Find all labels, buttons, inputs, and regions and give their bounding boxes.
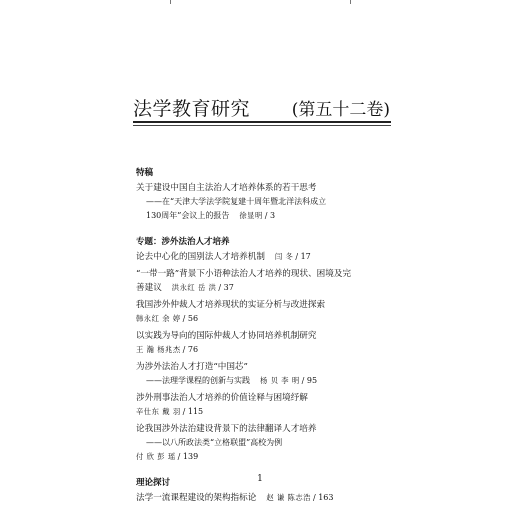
entry-text: ——法理学课程的创新与实践 — [146, 376, 250, 385]
toc-entry[interactable] — [136, 267, 392, 295]
toc-entry[interactable] — [136, 491, 392, 505]
scan-edge-mark — [350, 0, 351, 4]
entry-text: 我国涉外仲裁人才培养现状的实证分析与改进探索 — [136, 300, 326, 310]
entry-subtitle-line — [136, 209, 392, 223]
entry-text: ——以八所政法类“立格联盟”高校为例 — [146, 438, 283, 447]
entry-author: 洪永红 岳 洪 — [171, 283, 217, 292]
entry-text: 130周年”会议上的报告 — [146, 211, 230, 220]
entry-title-line — [136, 422, 392, 436]
entry-title-line — [136, 298, 392, 312]
entry-page: / 76 — [182, 345, 199, 354]
entry-author: 韩永红 余 婷 — [136, 314, 181, 323]
entry-title-line — [136, 391, 392, 405]
entry-text: 以实践为导向的国际仲裁人才协同培养机制研究 — [136, 331, 317, 341]
entry-text: 善建议 — [136, 283, 162, 293]
toc-entry[interactable] — [136, 298, 392, 326]
volume-label: (第五十二卷) — [291, 100, 390, 120]
entry-text: 为涉外法治人才打造“中国芯” — [136, 362, 248, 372]
entry-author: 辛仕东 戴 羽 — [136, 407, 181, 416]
entry-text: ——在“天津大学法学院复建十周年暨北洋法科成立 — [146, 197, 327, 206]
entry-title-line — [136, 181, 392, 195]
entry-subtitle-line — [136, 374, 392, 388]
entry-author: 赵 谦 陈志浩 — [266, 493, 311, 502]
entry-page: / 115 — [182, 407, 204, 416]
entry-byline — [136, 405, 392, 419]
entry-author: 付 欣 彭 瑶 — [136, 452, 176, 461]
journal-title: 法学教育研究 — [133, 98, 251, 120]
page-number: 1 — [257, 474, 263, 484]
entry-byline — [136, 450, 392, 464]
entry-title-line — [136, 250, 392, 264]
section-heading: 专题：涉外法治人才培养 — [136, 237, 230, 247]
entry-text: 涉外刑事法治人才培养的价值诠释与困境纾解 — [136, 393, 308, 403]
entry-title-line — [136, 491, 392, 505]
toc-entry[interactable] — [136, 329, 392, 357]
entry-author: 徐显明 — [239, 211, 263, 220]
section-heading: 特稿 — [136, 168, 154, 178]
scan-edge-mark — [170, 0, 171, 4]
toc-entry[interactable] — [136, 422, 392, 464]
entry-subtitle-line — [136, 436, 392, 450]
entry-page: / 3 — [264, 211, 276, 220]
entry-author: 杨 贝 李 明 — [260, 376, 300, 385]
entry-page: / 17 — [295, 252, 311, 261]
entry-page: / 56 — [182, 314, 199, 323]
toc-entry[interactable] — [136, 391, 392, 419]
entry-title-line — [136, 267, 392, 281]
entry-byline — [136, 343, 392, 357]
entry-text: “一带一路”背景下小语种法治人才培养的现状、困境及完 — [136, 269, 352, 279]
toc-entry[interactable] — [136, 360, 392, 388]
toc-entry[interactable] — [136, 181, 392, 223]
entry-page: / 37 — [218, 283, 234, 292]
header-rule-thick — [133, 121, 391, 123]
table-of-contents — [136, 166, 392, 508]
entry-text: 论去中心化的国别法人才培养机制 — [136, 252, 265, 262]
toc-entry[interactable] — [136, 250, 392, 264]
section-heading: 理论探讨 — [136, 478, 171, 488]
entry-page: / 95 — [301, 376, 318, 385]
entry-page: / 163 — [312, 493, 334, 502]
entry-text: 关于建设中国自主法治人才培养体系的若干思考 — [136, 183, 317, 193]
entry-author: 王 瀚 杨兆杰 — [136, 345, 181, 354]
entry-byline — [136, 312, 392, 326]
entry-subtitle-line — [136, 195, 392, 209]
entry-text: 法学一流课程建设的架构指标论 — [136, 493, 257, 503]
entry-title-line — [136, 360, 392, 374]
entry-author: 闫 冬 — [274, 252, 294, 261]
entry-text: 论我国涉外法治建设背景下的法律翻译人才培养 — [136, 424, 317, 434]
entry-title-line — [136, 281, 392, 295]
entry-title-line — [136, 329, 392, 343]
header-rule-thin — [133, 125, 391, 126]
entry-page: / 139 — [177, 452, 199, 461]
